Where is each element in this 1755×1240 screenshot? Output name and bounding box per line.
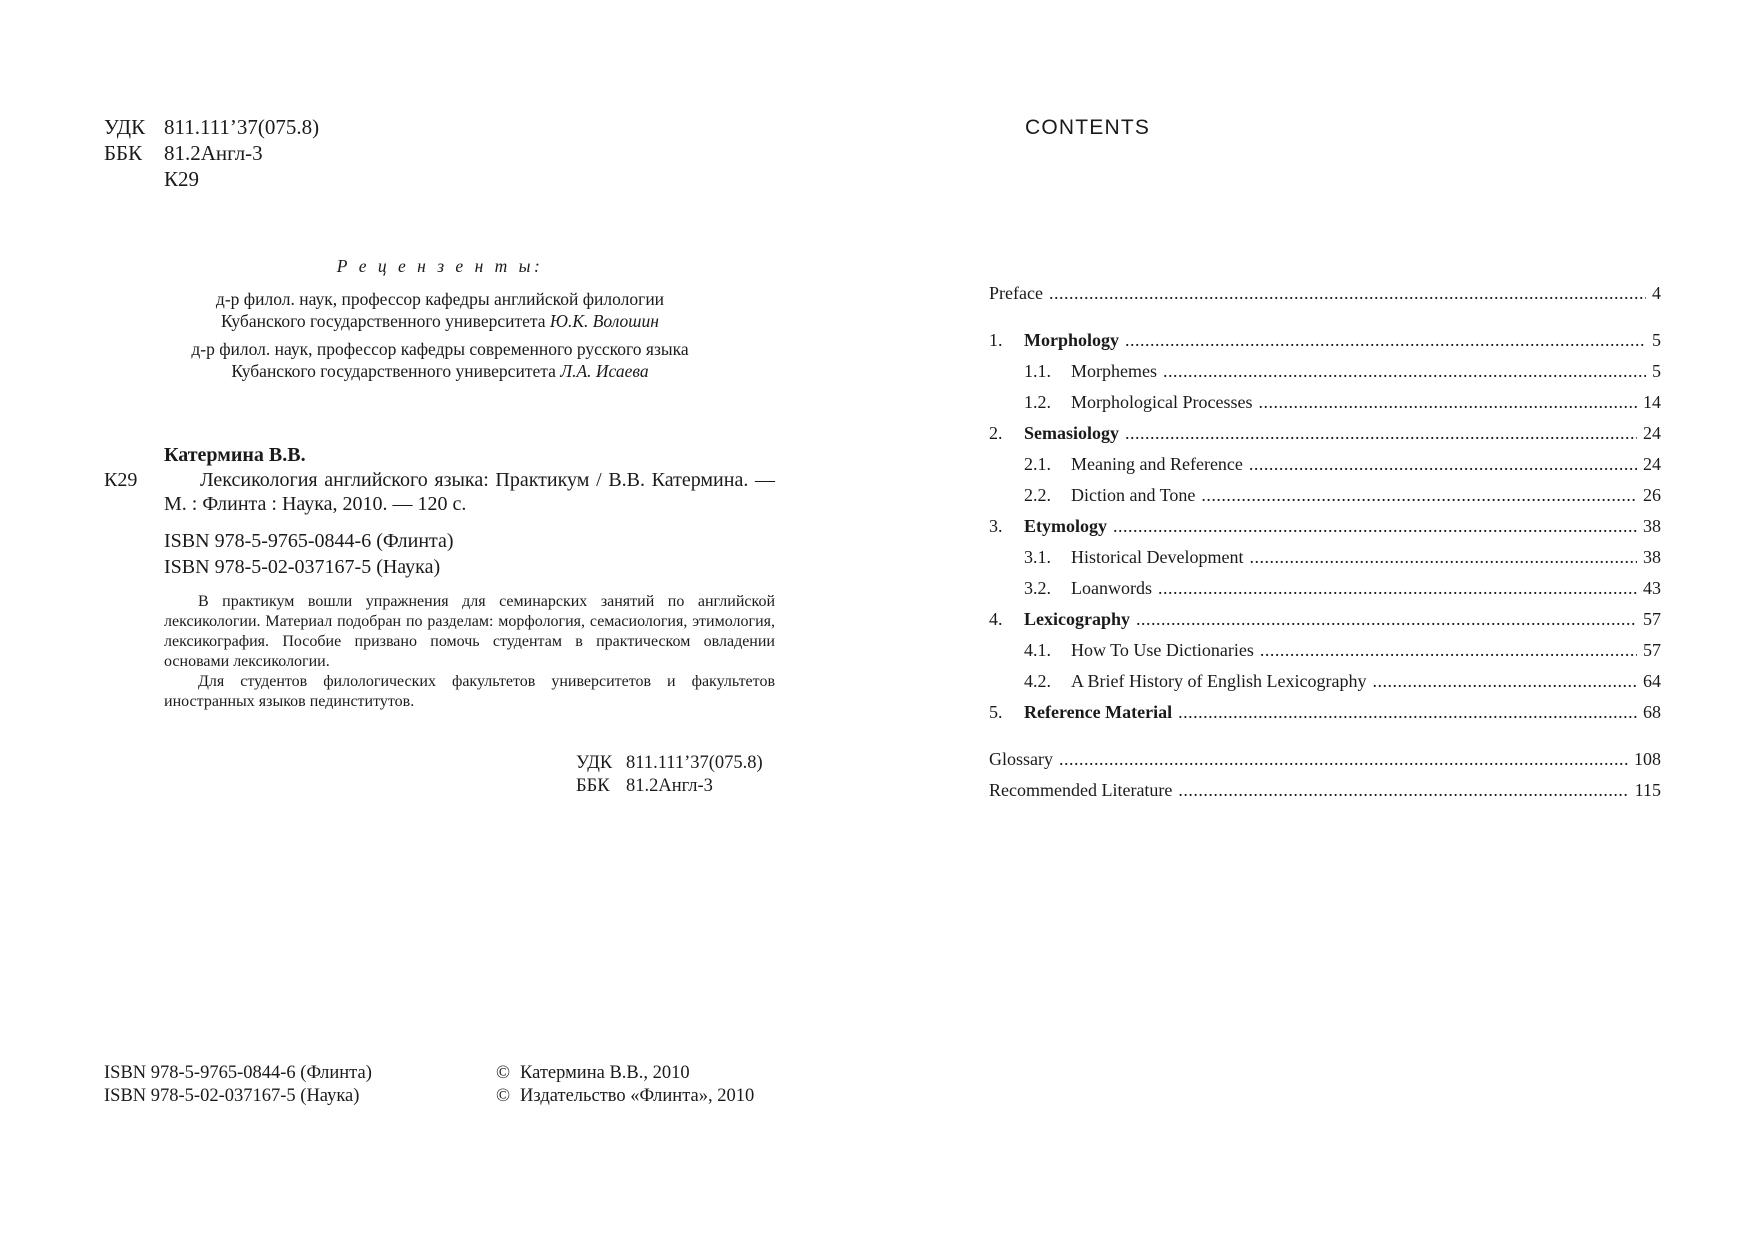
isbn-block [164, 528, 454, 580]
toc-entry-page: 24 [1643, 454, 1661, 474]
toc-entry-page: 38 [1643, 547, 1661, 567]
copyright-symbol: © [496, 1086, 511, 1106]
isbn-nauka: ISBN 978-5-02-037167-5 (Наука) [164, 556, 441, 578]
toc-entry-title: Glossary [989, 749, 1053, 769]
toc-entry-page: 115 [1634, 780, 1661, 800]
toc-leader-dots [1158, 573, 1637, 604]
author-code-value: К29 [164, 167, 200, 191]
toc-entry-page: 5 [1652, 330, 1661, 350]
bbk-value: 81.2Англ-3 [164, 141, 263, 165]
bbk-value: 81.2Англ-3 [626, 776, 713, 796]
toc-entry-number: 4.1. [1024, 640, 1051, 660]
toc-entry-title: Etymology [1024, 516, 1107, 536]
toc-entry[interactable] [989, 449, 1661, 480]
toc-entry[interactable] [989, 744, 1661, 775]
reviewer-1 [140, 288, 740, 332]
reviewers-heading: Р е ц е н з е н т ы: [336, 256, 544, 276]
toc-entry-title: Recommended Literature [989, 780, 1173, 800]
reviewer-1-name: Ю.К. Волошин [549, 311, 659, 331]
toc-leader-dots [1249, 449, 1637, 480]
toc-entry-page: 4 [1652, 283, 1661, 303]
toc-entry-number: 4.2. [1024, 671, 1051, 691]
udk-row [576, 752, 763, 775]
toc-entry[interactable] [989, 480, 1661, 511]
toc-leader-dots [1201, 480, 1637, 511]
toc-entry-title: Lexicography [1024, 609, 1130, 629]
toc-leader-dots [1163, 356, 1646, 387]
toc-entry[interactable] [989, 542, 1661, 573]
toc-entry-number: 2.2. [1024, 485, 1051, 505]
reviewers-section [140, 255, 740, 388]
reviewer-1-affiliation-line [140, 310, 740, 332]
udk-footer-block [576, 752, 763, 798]
toc-leader-dots [1113, 511, 1637, 542]
toc-entry[interactable] [989, 775, 1661, 806]
toc-entry-title: A Brief History of English Lexicography [1071, 671, 1367, 691]
toc-leader-dots [1049, 278, 1646, 309]
reviewer-2-position: д-р филол. наук, профессор кафедры современного русского языка [191, 339, 689, 359]
toc-leader-dots [1136, 604, 1637, 635]
toc-spacer [989, 728, 1661, 744]
toc-entry-title: Diction and Tone [1071, 485, 1196, 505]
toc-entry-title: Meaning and Reference [1071, 454, 1243, 474]
copyright-block [496, 1062, 754, 1108]
annotation [164, 592, 775, 712]
bbk-label: ББК [104, 141, 143, 165]
toc-entry-page: 57 [1643, 609, 1661, 629]
udk-value: 811.111’37(075.8) [164, 115, 320, 139]
toc-entry-number: 5. [989, 702, 1003, 722]
toc-leader-dots [1125, 418, 1637, 449]
toc-entry-page: 5 [1652, 361, 1661, 381]
author-code-label [104, 166, 164, 192]
toc-entry-page: 108 [1634, 749, 1661, 769]
toc-entry-number: 3.1. [1024, 547, 1051, 567]
toc-entry[interactable] [989, 697, 1661, 728]
author-code-row [104, 166, 319, 192]
toc-entry-page: 38 [1643, 516, 1661, 536]
isbn-footer [104, 1062, 372, 1108]
toc-leader-dots [1178, 775, 1628, 806]
toc-entry-number: 2. [989, 423, 1003, 443]
toc-entry[interactable] [989, 356, 1661, 387]
bibliographic-description: Лексикология английского языка: Практикум / В.В. Катермина. — М. : Флинта : Наука, 2010. — 120 с. [164, 469, 775, 515]
toc-entry[interactable] [989, 387, 1661, 418]
toc-entry-title: Loanwords [1071, 578, 1152, 598]
author-name: Катермина В.В. [164, 444, 306, 466]
toc-entry[interactable] [989, 278, 1661, 309]
toc-entry[interactable] [989, 666, 1661, 697]
toc-entry-number: 2.1. [1024, 454, 1051, 474]
toc-entry[interactable] [989, 418, 1661, 449]
copyright-text: Издательство «Флинта», 2010 [520, 1086, 755, 1106]
annotation-paragraph-2: Для студентов филологических факультетов университетов и факультетов иностранных языков пединститутов. [164, 673, 775, 710]
toc-entry-page: 26 [1643, 485, 1661, 505]
isbn-footer-nauka: ISBN 978-5-02-037167-5 (Наука) [104, 1086, 360, 1106]
toc-entry-title: Preface [989, 283, 1043, 303]
annotation-paragraph-1: В практикум вошли упражнения для семинарских занятий по английской лексикологии. Материал подобран по разделам: морфология, семасиология, этимология, лексикография. Пособие призвано помочь студентам в практическом овладении основами лексикологии. [164, 593, 775, 670]
reviewer-2 [140, 338, 740, 382]
toc-entry[interactable] [989, 604, 1661, 635]
table-of-contents [989, 278, 1661, 806]
udk-label: УДК [104, 115, 146, 139]
toc-leader-dots [1372, 666, 1637, 697]
toc-entry[interactable] [989, 573, 1661, 604]
toc-entry-page: 57 [1643, 640, 1661, 660]
udk-header-block [104, 114, 319, 192]
toc-leader-dots [1125, 325, 1646, 356]
toc-entry-number: 1.2. [1024, 392, 1051, 412]
toc-entry-title: Morphology [1024, 330, 1120, 350]
toc-entry-title: Historical Development [1071, 547, 1244, 567]
udk-label: УДК [576, 753, 613, 773]
toc-entry[interactable] [989, 325, 1661, 356]
udk-value: 811.111’37(075.8) [626, 753, 763, 773]
biblio-code: К29 [104, 469, 138, 491]
toc-entry-page: 64 [1643, 671, 1661, 691]
copyright-symbol: © [496, 1063, 511, 1083]
toc-entry-title: How To Use Dictionaries [1071, 640, 1254, 660]
isbn-flinta: ISBN 978-5-9765-0844-6 (Флинта) [164, 530, 454, 552]
reviewer-2-affiliation: Кубанского государственного университета [231, 361, 556, 381]
contents-title: CONTENTS [1025, 116, 1151, 139]
bbk-row [576, 775, 763, 798]
toc-entry-number: 1. [989, 330, 1003, 350]
copyright-publisher [496, 1085, 754, 1108]
copyright-text: Катермина В.В., 2010 [520, 1063, 690, 1083]
toc-leader-dots [1260, 635, 1637, 666]
isbn-footer-flinta: ISBN 978-5-9765-0844-6 (Флинта) [104, 1063, 372, 1083]
toc-leader-dots [1059, 744, 1628, 775]
bbk-row [104, 140, 319, 166]
toc-entry-title: Semasiology [1024, 423, 1120, 443]
toc-entry-page: 24 [1643, 423, 1661, 443]
toc-entry-page: 68 [1643, 702, 1661, 722]
copyright-author [496, 1062, 754, 1085]
bbk-label: ББК [576, 776, 610, 796]
toc-spacer [989, 309, 1661, 325]
toc-entry-page: 43 [1643, 578, 1661, 598]
toc-entry[interactable] [989, 511, 1661, 542]
reviewer-2-affiliation-line [140, 360, 740, 382]
toc-entry-title: Morphological Processes [1071, 392, 1253, 412]
toc-entry-title: Reference Material [1024, 702, 1173, 722]
toc-entry-number: 4. [989, 609, 1003, 629]
toc-entry-number: 3.2. [1024, 578, 1051, 598]
toc-leader-dots [1178, 697, 1637, 728]
toc-entry-number: 1.1. [1024, 361, 1051, 381]
toc-entry-page: 14 [1643, 392, 1661, 412]
toc-leader-dots [1249, 542, 1637, 573]
toc-entry[interactable] [989, 635, 1661, 666]
reviewer-2-name: Л.А. Исаева [560, 361, 649, 381]
toc-entry-number: 3. [989, 516, 1003, 536]
toc-entry-title: Morphemes [1071, 361, 1157, 381]
toc-leader-dots [1258, 387, 1637, 418]
reviewer-1-affiliation: Кубанского государственного университета [221, 311, 546, 331]
reviewer-1-position: д-р филол. наук, профессор кафедры английской филологии [215, 289, 665, 309]
udk-row [104, 114, 319, 140]
